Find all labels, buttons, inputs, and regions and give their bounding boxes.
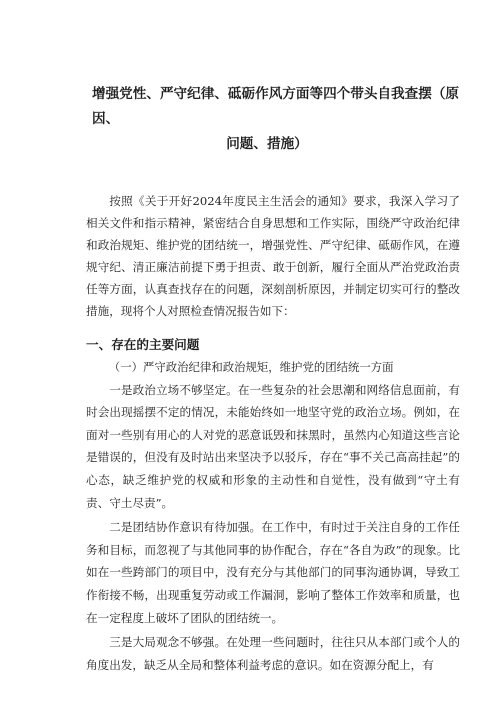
subsection-heading-political-discipline: （一）严守政治纪律和政治规矩，维护党的团结统一方面 — [108, 359, 394, 374]
section-heading-problems: 一、存在的主要问题 — [86, 336, 200, 352]
body-paragraph-2: 二是团结协作意识有待加强。在工作中，有时过于关注自身的工作任务和目标，而忽视了与其他同事的协作配合，存在“各自为政”的现象。比如在一些跨部门的项目中，没有充分与其他部门的同事沟通协调，导致工作衔接不畅，出现重复劳动或工作漏洞，影响了整体工作效率和质量，也在一定程度上破坏了团队的团结统一。 — [86, 520, 460, 625]
intro-paragraph: 按照《关于开好2024年度民主生活会的通知》要求，我深入学习了相关文件和指示精神，紧密结合自身思想和工作实际，围绕严守政治纪律和政治规矩、维护党的团结统一，增强党性、严守纪律、砥砺作风，在遵规守纪、清正廉洁前提下勇于担责、敢于创新，履行全面从严治党政治责任等方面，认真查找存在的问题，深刻剖析原因，并制定切实可行的整改措施，现将个人对照检查情况报告如下： — [86, 194, 460, 318]
body-paragraph-1: 一是政治立场不够坚定。在一些复杂的社会思潮和网络信息面前，有时会出现摇摆不定的情况，未能始终如一地坚守党的政治立场。例如，在面对一些别有用心的人对党的恶意诋毁和抹黑时，虽然内心知道这些言论是错误的，但没有及时站出来坚决予以驳斥，存在“事不关己高高挂起”的心态，缺乏维护党的权威和形象的主动性和自觉性，没有做到“守土有责、守土尽责”。 — [86, 382, 460, 510]
title-line-2: 问题、措施） — [226, 136, 308, 152]
title-line-1: 增强党性、严守纪律、砥砺作风方面等四个带头自我查摆（原因、 — [92, 86, 460, 127]
body-paragraph-3: 三是大局观念不够强。在处理一些问题时，往往只从本部门或个人的角度出发，缺乏从全局和整体利益考虑的意识。如在资源分配上，有 — [86, 635, 460, 672]
document-title — [92, 82, 460, 157]
